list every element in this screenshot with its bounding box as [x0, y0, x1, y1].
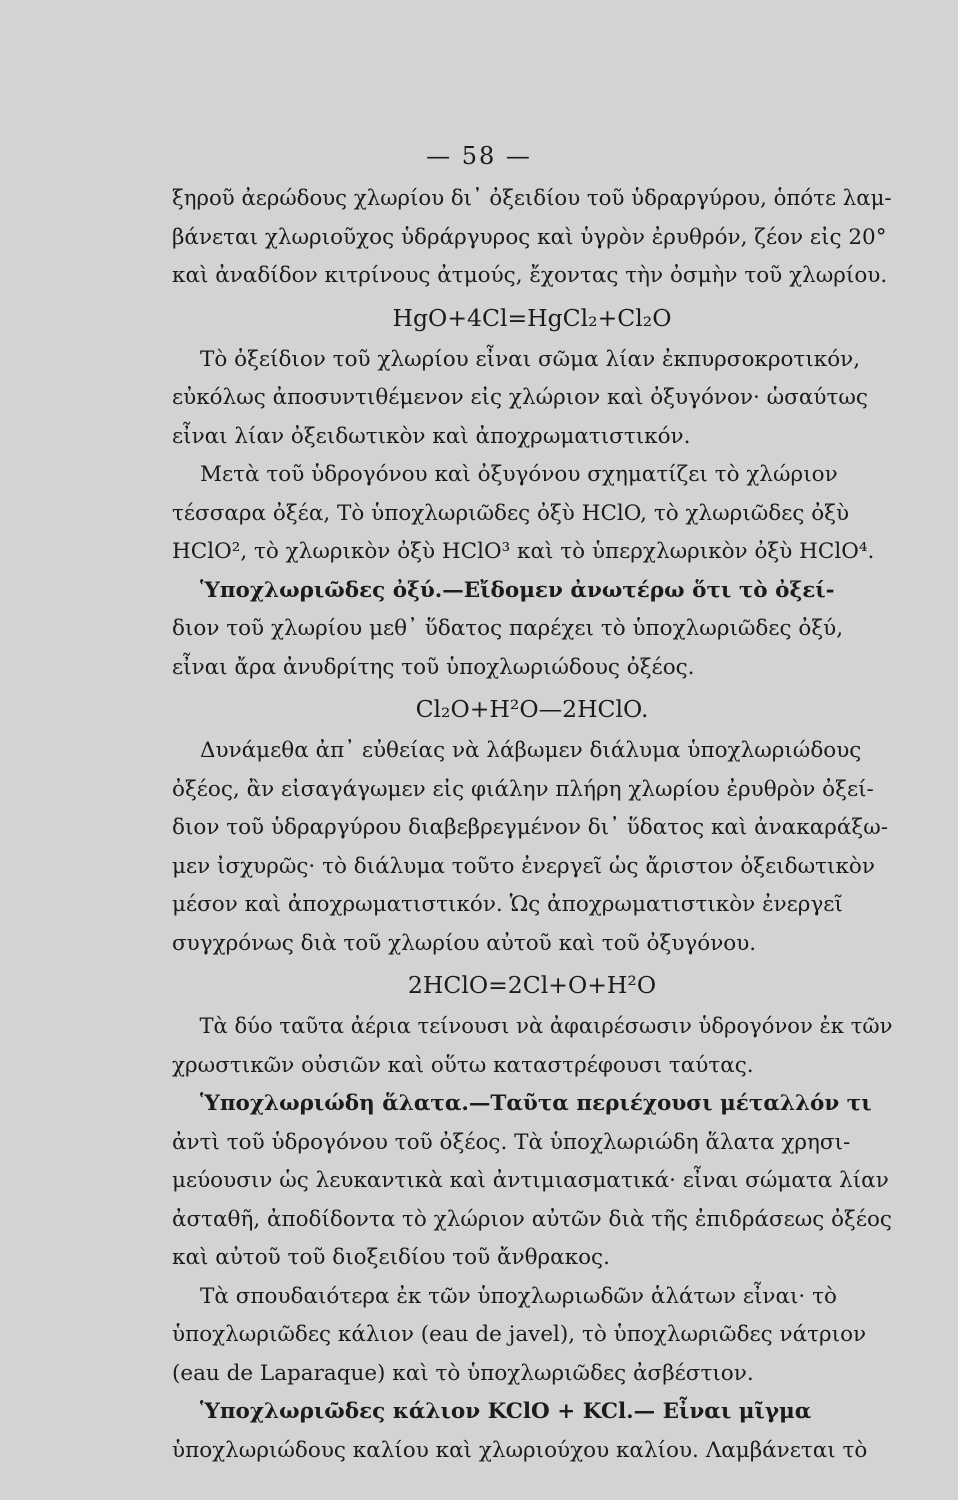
text-line: ὑποχλωριώδους καλίου καὶ χλωριούχου καλίου. Λαμβάνεται τὸ: [172, 1437, 868, 1463]
text-line: Δυνάμεθα ἀπ᾽ εὐθείας νὰ λάβωμεν διάλυμα ὑποχλωριώδους: [200, 738, 862, 763]
text-line: Μετὰ τοῦ ὑδρογόνου καὶ ὀξυγόνου σχηματίζει τὸ χλώριον: [200, 462, 838, 487]
text-line: ὑποχλωριῶδες κάλιον (eau de javel), τὸ ὑποχλωριῶδες νάτριον: [172, 1322, 867, 1347]
text-line: συγχρόνως διὰ τοῦ χλωρίου αὐτοῦ καὶ τοῦ ὀξυγόνου.: [172, 930, 757, 956]
text-line: ξηροῦ ἀερώδους χλωρίου δι᾽ ὀξειδίου τοῦ ὑδραργύρου, ὁπότε λαμ-: [172, 186, 892, 211]
page-number: — 58 —: [426, 142, 532, 170]
text-line: τέσσαρα ὀξέα, Τὸ ὑποχλωριῶδες ὀξὺ HClO, τὸ χλωριῶδες ὀξὺ: [172, 500, 850, 526]
chemical-equation: HgO+4Cl=HgCl₂+Cl₂O: [392, 303, 672, 332]
text-line: διον τοῦ ὑδραργύρου διαβεβρεγμένον δι᾽ ὕδατος καὶ ἀνακαράξω-: [172, 815, 889, 840]
text-line: διον τοῦ χλωρίου μεθ᾽ ὕδατος παρέχει τὸ ὑποχλωριῶδες ὀξύ,: [172, 616, 844, 641]
text-line: ἀσταθῆ, ἀποδίδοντα τὸ χλώριον αὐτῶν διὰ τῆς ἐπιδράσεως ὀξέος: [172, 1206, 892, 1232]
chemical-equation: Cl₂O+H²O—2HClO.: [415, 695, 649, 723]
text-line: καὶ ἀναδίδον κιτρίνους ἀτμούς, ἔχοντας τὴν ὀσμὴν τοῦ χλωρίου.: [172, 263, 888, 288]
text-line: Τὰ σπουδαιότερα ἐκ τῶν ὑποχλωριωδῶν ἁλάτων εἶναι· τὸ: [200, 1283, 837, 1309]
section-heading-hypochlorous-acid: Ὑποχλωριῶδες ὀξύ.—Εἴδομεν ἀνωτέρω ὅτι τὸ ὀξεί-: [200, 577, 835, 603]
section-heading-hypochlorite-salts: Ὑποχλωριώδη ἅλατα.—Ταῦτα περιέχουσι μέταλλόν τι: [200, 1091, 872, 1116]
text-line: HClO², τὸ χλωρικὸν ὀξὺ HClO³ καὶ τὸ ὑπερχλωρικὸν ὀξὺ HClO⁴.: [172, 539, 875, 564]
section-heading-potassium-hypochlorite: Ὑποχλωριῶδες κάλιον KClO + KCl.— Εἶναι μῖγμα: [200, 1399, 812, 1424]
text-line: καὶ αὐτοῦ τοῦ διοξειδίου τοῦ ἄνθρακος.: [172, 1245, 610, 1270]
text-line: μεν ἰσχυρῶς· τὸ διάλυμα τοῦτο ἐνεργεῖ ὡς ἄριστον ὀξειδωτικὸν: [172, 853, 875, 879]
text-line: ἀντὶ τοῦ ὑδρογόνου τοῦ ὀξέος. Τὰ ὑποχλωριώδη ἅλατα χρησι-: [172, 1129, 851, 1155]
chemical-equation: 2HClO=2Cl+O+H²O: [407, 971, 657, 999]
body-text: [172, 180, 892, 1470]
text-line: βάνεται χλωριοῦχος ὑδράργυρος καὶ ὑγρὸν ἐρυθρόν, ζέον εἰς 20°: [172, 224, 887, 250]
text-line: εὐκόλως ἀποσυντιθέμενον εἰς χλώριον καὶ ὀξυγόνον· ὡσαύτως: [172, 385, 868, 410]
text-line: εἶναι λίαν ὀξειδωτικὸν καὶ ἀποχρωματιστικόν.: [172, 423, 691, 449]
text-line: χρωστικῶν οὐσιῶν καὶ οὕτω καταστρέφουσι ταύτας.: [172, 1052, 754, 1078]
text-line: (eau de Laparaque) καὶ τὸ ὑποχλωριῶδες ἀσβέστιον.: [172, 1360, 754, 1386]
text-line: εἶναι ἄρα ἀνυδρίτης τοῦ ὑποχλωριώδους ὀξέος.: [172, 654, 695, 680]
text-line: Τὸ ὀξείδιον τοῦ χλωρίου εἶναι σῶμα λίαν ἐκπυρσοκροτικόν,: [200, 346, 861, 372]
text-line: μεύουσιν ὡς λευκαντικὰ καὶ ἀντιμιασματικά· εἶναι σώματα λίαν: [172, 1168, 889, 1193]
text-line: μέσον καὶ ἀποχρωματιστικόν. Ὡς ἀποχρωματιστικὸν ἐνεργεῖ: [172, 892, 843, 917]
text-line: Τὰ δύο ταῦτα ἀέρια τείνουσι νὰ ἀφαιρέσωσιν ὑδρογόνον ἐκ τῶν: [199, 1014, 893, 1039]
text-line: ὀξέος, ἂν εἰσαγάγωμεν εἰς φιάλην πλήρη χλωρίου ἐρυθρὸν ὀξεί-: [172, 776, 874, 802]
